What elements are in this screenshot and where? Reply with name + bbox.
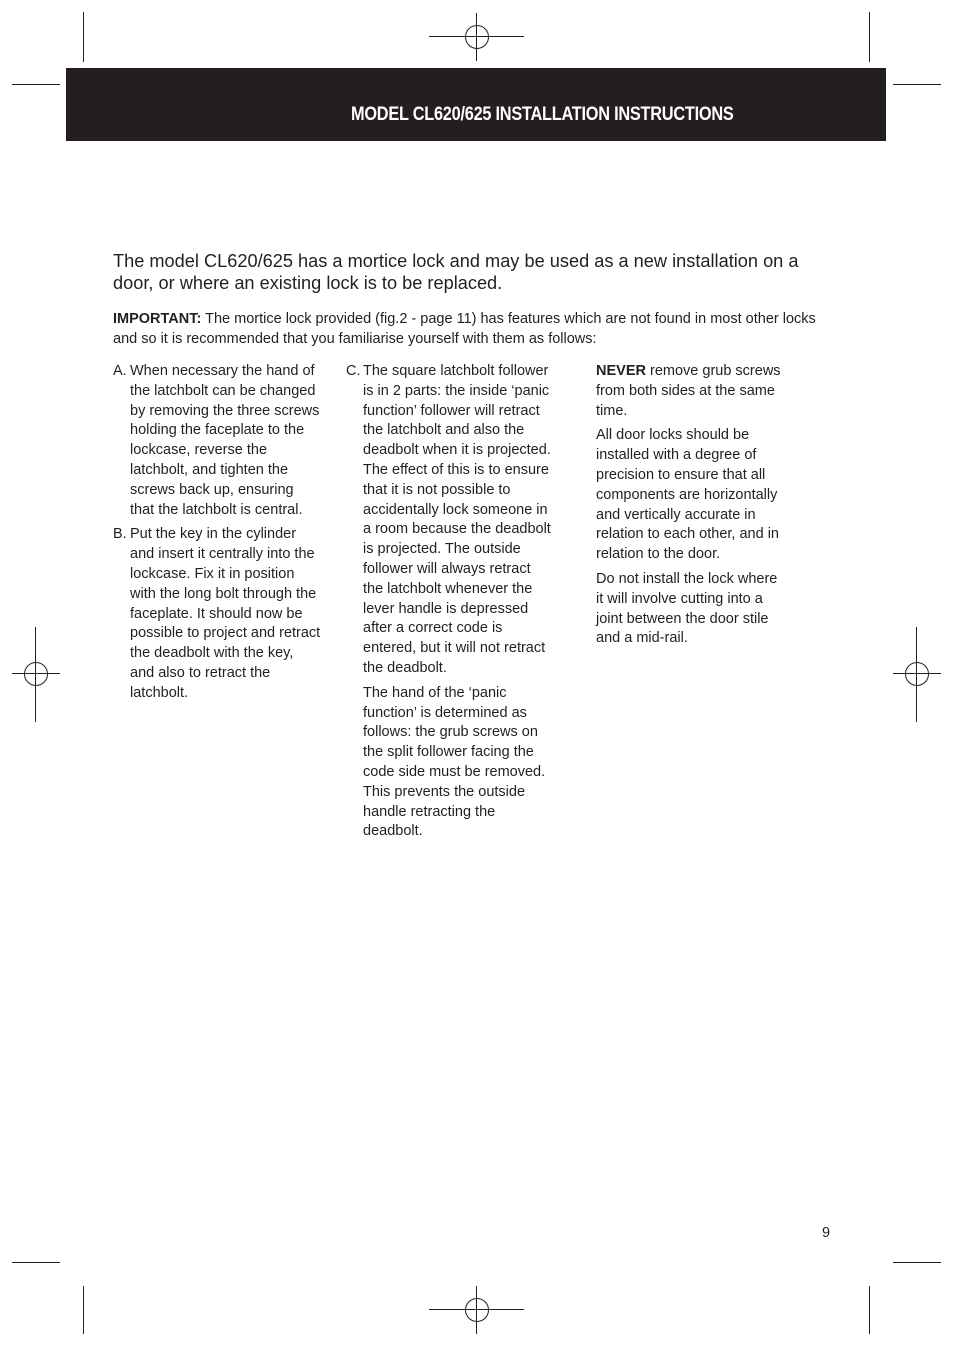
crop-mark [12, 1262, 60, 1263]
crop-mark [83, 12, 84, 62]
item-label: B. [113, 526, 127, 543]
intro-paragraph: The model CL620/625 has a mortice lock and may be used as a new installation on a door, or where an existing lock is to be replaced. [113, 251, 799, 293]
item-label: C. [346, 363, 361, 379]
crop-mark [893, 84, 941, 85]
list-item-b [113, 525, 321, 703]
important-text: The mortice lock provided (fig.2 - page 11) has features which are not found in most other locks and so it is recommended that you familiarise yourself with them as follows: [113, 311, 816, 347]
registration-line [35, 627, 36, 722]
never-note [596, 362, 782, 421]
item-text: Put the key in the cylinder and insert it centrally into the lockcase. Fix it in position with the long bolt through the faceplate. It should now be possible to project and retract the deadbolt with the key, and also to retract the latchbolt. [130, 526, 321, 701]
important-label: IMPORTANT: [113, 311, 202, 327]
item-label: A. [113, 363, 127, 379]
page-title: MODEL CL620/625 INSTALLATION INSTRUCTIONS [351, 104, 734, 125]
registration-mark-left [12, 650, 60, 698]
crop-mark [869, 1286, 870, 1334]
registration-mark-right [893, 650, 941, 698]
header-bar [66, 68, 886, 141]
page-number: 9 [822, 1225, 831, 1241]
registration-mark-bottom [453, 1286, 501, 1334]
registration-line [429, 36, 524, 37]
never-label: NEVER [596, 363, 646, 379]
joint-note: Do not install the lock where it will involve cutting into a joint between the door stile and a mid-rail. [596, 570, 778, 647]
important-paragraph [113, 309, 833, 349]
crop-mark [869, 12, 870, 62]
item-text: When necessary the hand of the latchbolt can be changed by removing the three screws holding the faceplate to the lockcase, reverse the latchbolt, and tighten the screws back up, ensuring that the latchbolt is central. [130, 363, 320, 518]
list-item-c [346, 362, 554, 679]
column-left [113, 362, 321, 709]
registration-line [916, 627, 917, 722]
never-text: remove grub screws from both sides at the same time. [596, 363, 781, 419]
precision-note: All door locks should be installed with a degree of precision to ensure that all components are horizontally and vertically accurate in relation to each other, and in relation to the door. [596, 427, 779, 563]
column-right [596, 362, 782, 654]
item-text: The square latchbolt follower is in 2 parts: the inside ‘panic function’ follower will retract the latchbolt and also the deadbolt when it is projected. The effect of this is to ensure that it is not possible to accidentally lock someone in a room because the deadbolt is projected. The outside follower will always retract the latchbolt whenever the lever handle is depressed after a correct code is entered, but it will not retract the deadbolt. [363, 363, 551, 676]
registration-mark-top [453, 13, 501, 61]
crop-mark [893, 1262, 941, 1263]
crop-mark [83, 1286, 84, 1334]
item-c-continuation: The hand of the ‘panic function’ is determined as follows: the grub screws on the split follower facing the code side must be removed. This prevents the outside handle retracting the deadbolt. [363, 684, 546, 840]
column-middle [346, 362, 554, 847]
list-item-a [113, 362, 321, 520]
registration-line [429, 1309, 524, 1310]
crop-mark [12, 84, 60, 85]
